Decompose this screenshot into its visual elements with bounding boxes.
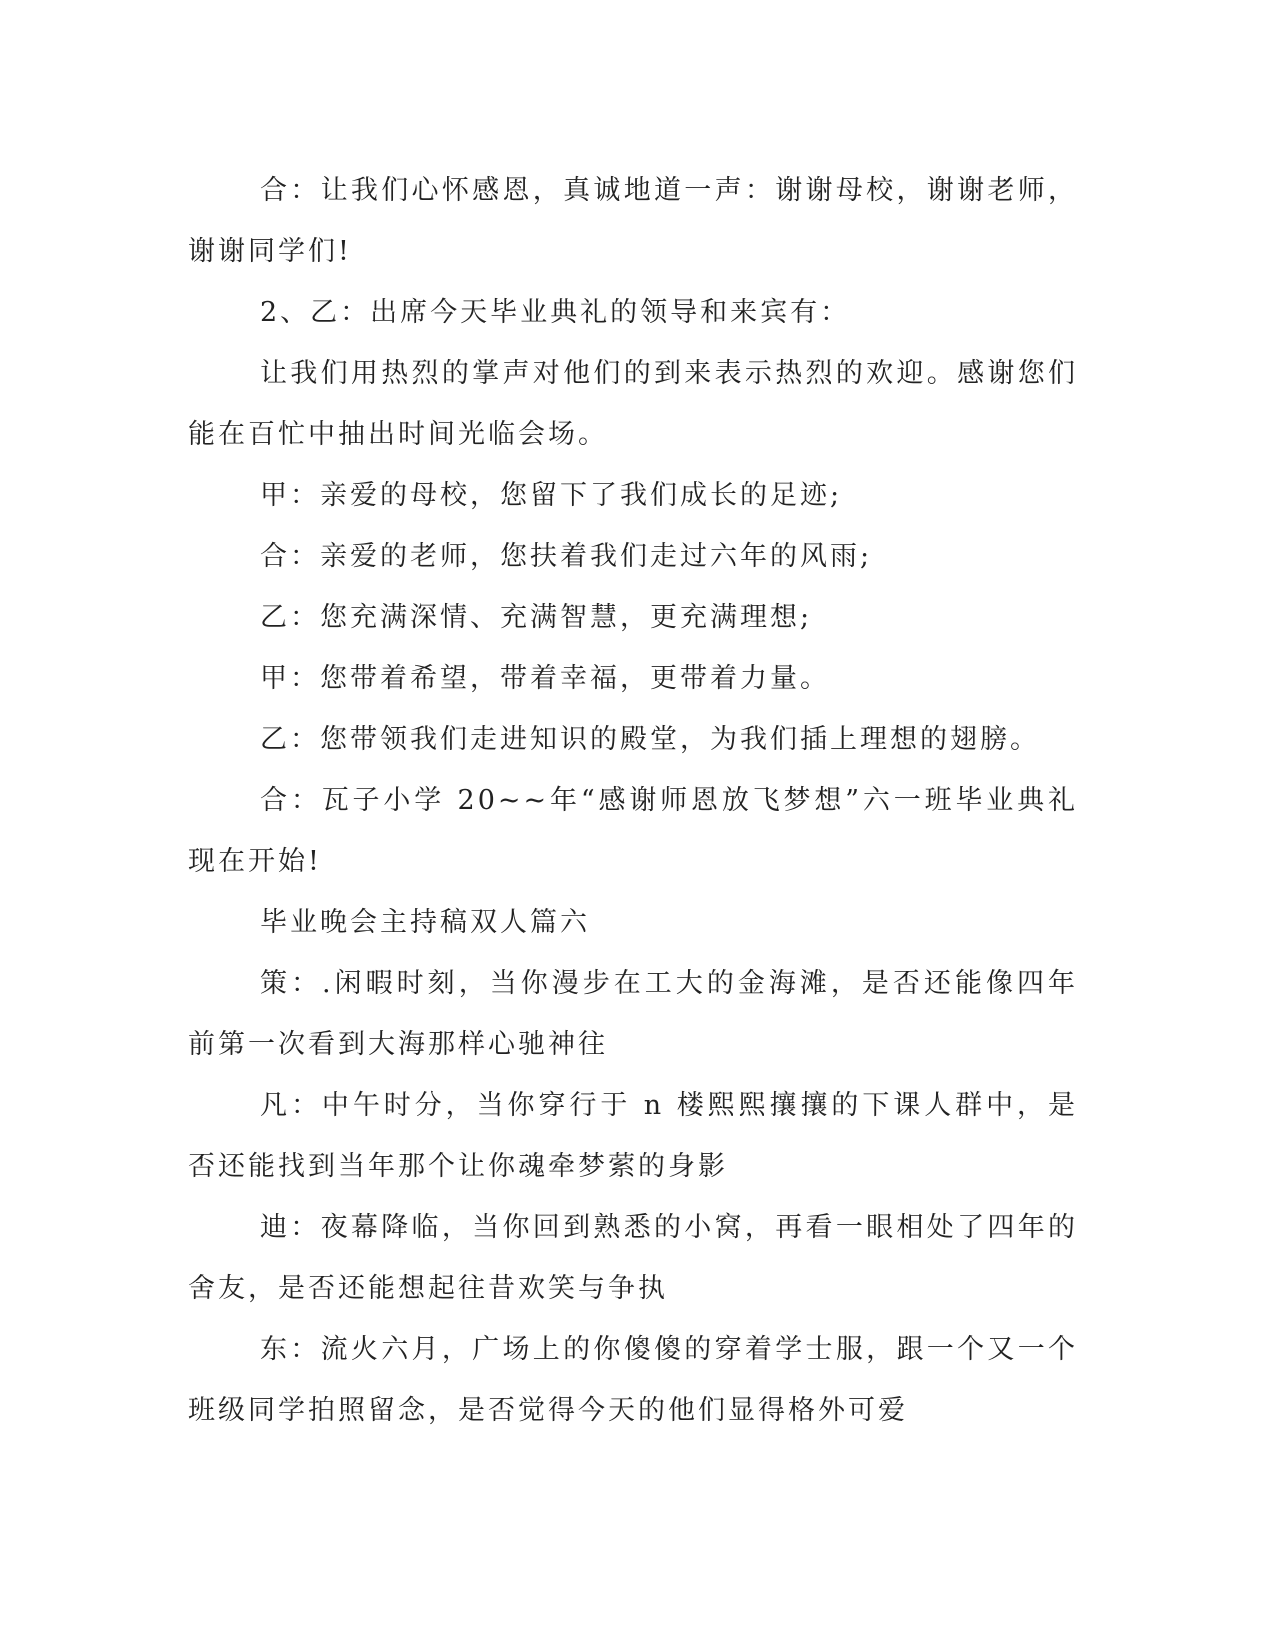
paragraph: 乙：您带领我们走进知识的殿堂，为我们插上理想的翅膀。	[260, 724, 1040, 755]
paragraph: 乙：您充满深情、充满智慧，更充满理想;	[260, 602, 813, 633]
paragraph: 2、乙：出席今天毕业典礼的领导和来宾有：	[260, 297, 851, 328]
paragraph: 甲：亲爱的母校，您留下了我们成长的足迹;	[260, 480, 843, 511]
paragraph: 凡：中午时分，当你穿行于 n 楼熙熙攘攘的下课人群中，是否还能找到当年那个让你魂牵梦萦的身影	[188, 1090, 1078, 1182]
paragraph: 甲：您带着希望，带着幸福，更带着力量。	[260, 663, 830, 694]
section-heading: 毕业晚会主持稿双人篇六	[260, 907, 590, 938]
paragraph: 合：亲爱的老师，您扶着我们走过六年的风雨;	[260, 541, 873, 572]
paragraph: 策：.闲暇时刻，当你漫步在工大的金海滩，是否还能像四年前第一次看到大海那样心驰神往	[188, 968, 1078, 1060]
paragraph: 合：让我们心怀感恩，真诚地道一声：谢谢母校，谢谢老师，谢谢同学们!	[188, 175, 1078, 267]
paragraph: 合：瓦子小学 20~~年“感谢师恩放飞梦想”六一班毕业典礼现在开始!	[188, 785, 1078, 877]
document-body	[188, 160, 1078, 1441]
paragraph: 迪：夜幕降临，当你回到熟悉的小窝，再看一眼相处了四年的舍友，是否还能想起往昔欢笑与争执	[188, 1212, 1078, 1304]
paragraph: 让我们用热烈的掌声对他们的到来表示热烈的欢迎。感谢您们能在百忙中抽出时间光临会场。	[188, 358, 1078, 450]
paragraph: 东：流火六月，广场上的你傻傻的穿着学士服，跟一个又一个班级同学拍照留念，是否觉得今天的他们显得格外可爱	[188, 1334, 1078, 1426]
